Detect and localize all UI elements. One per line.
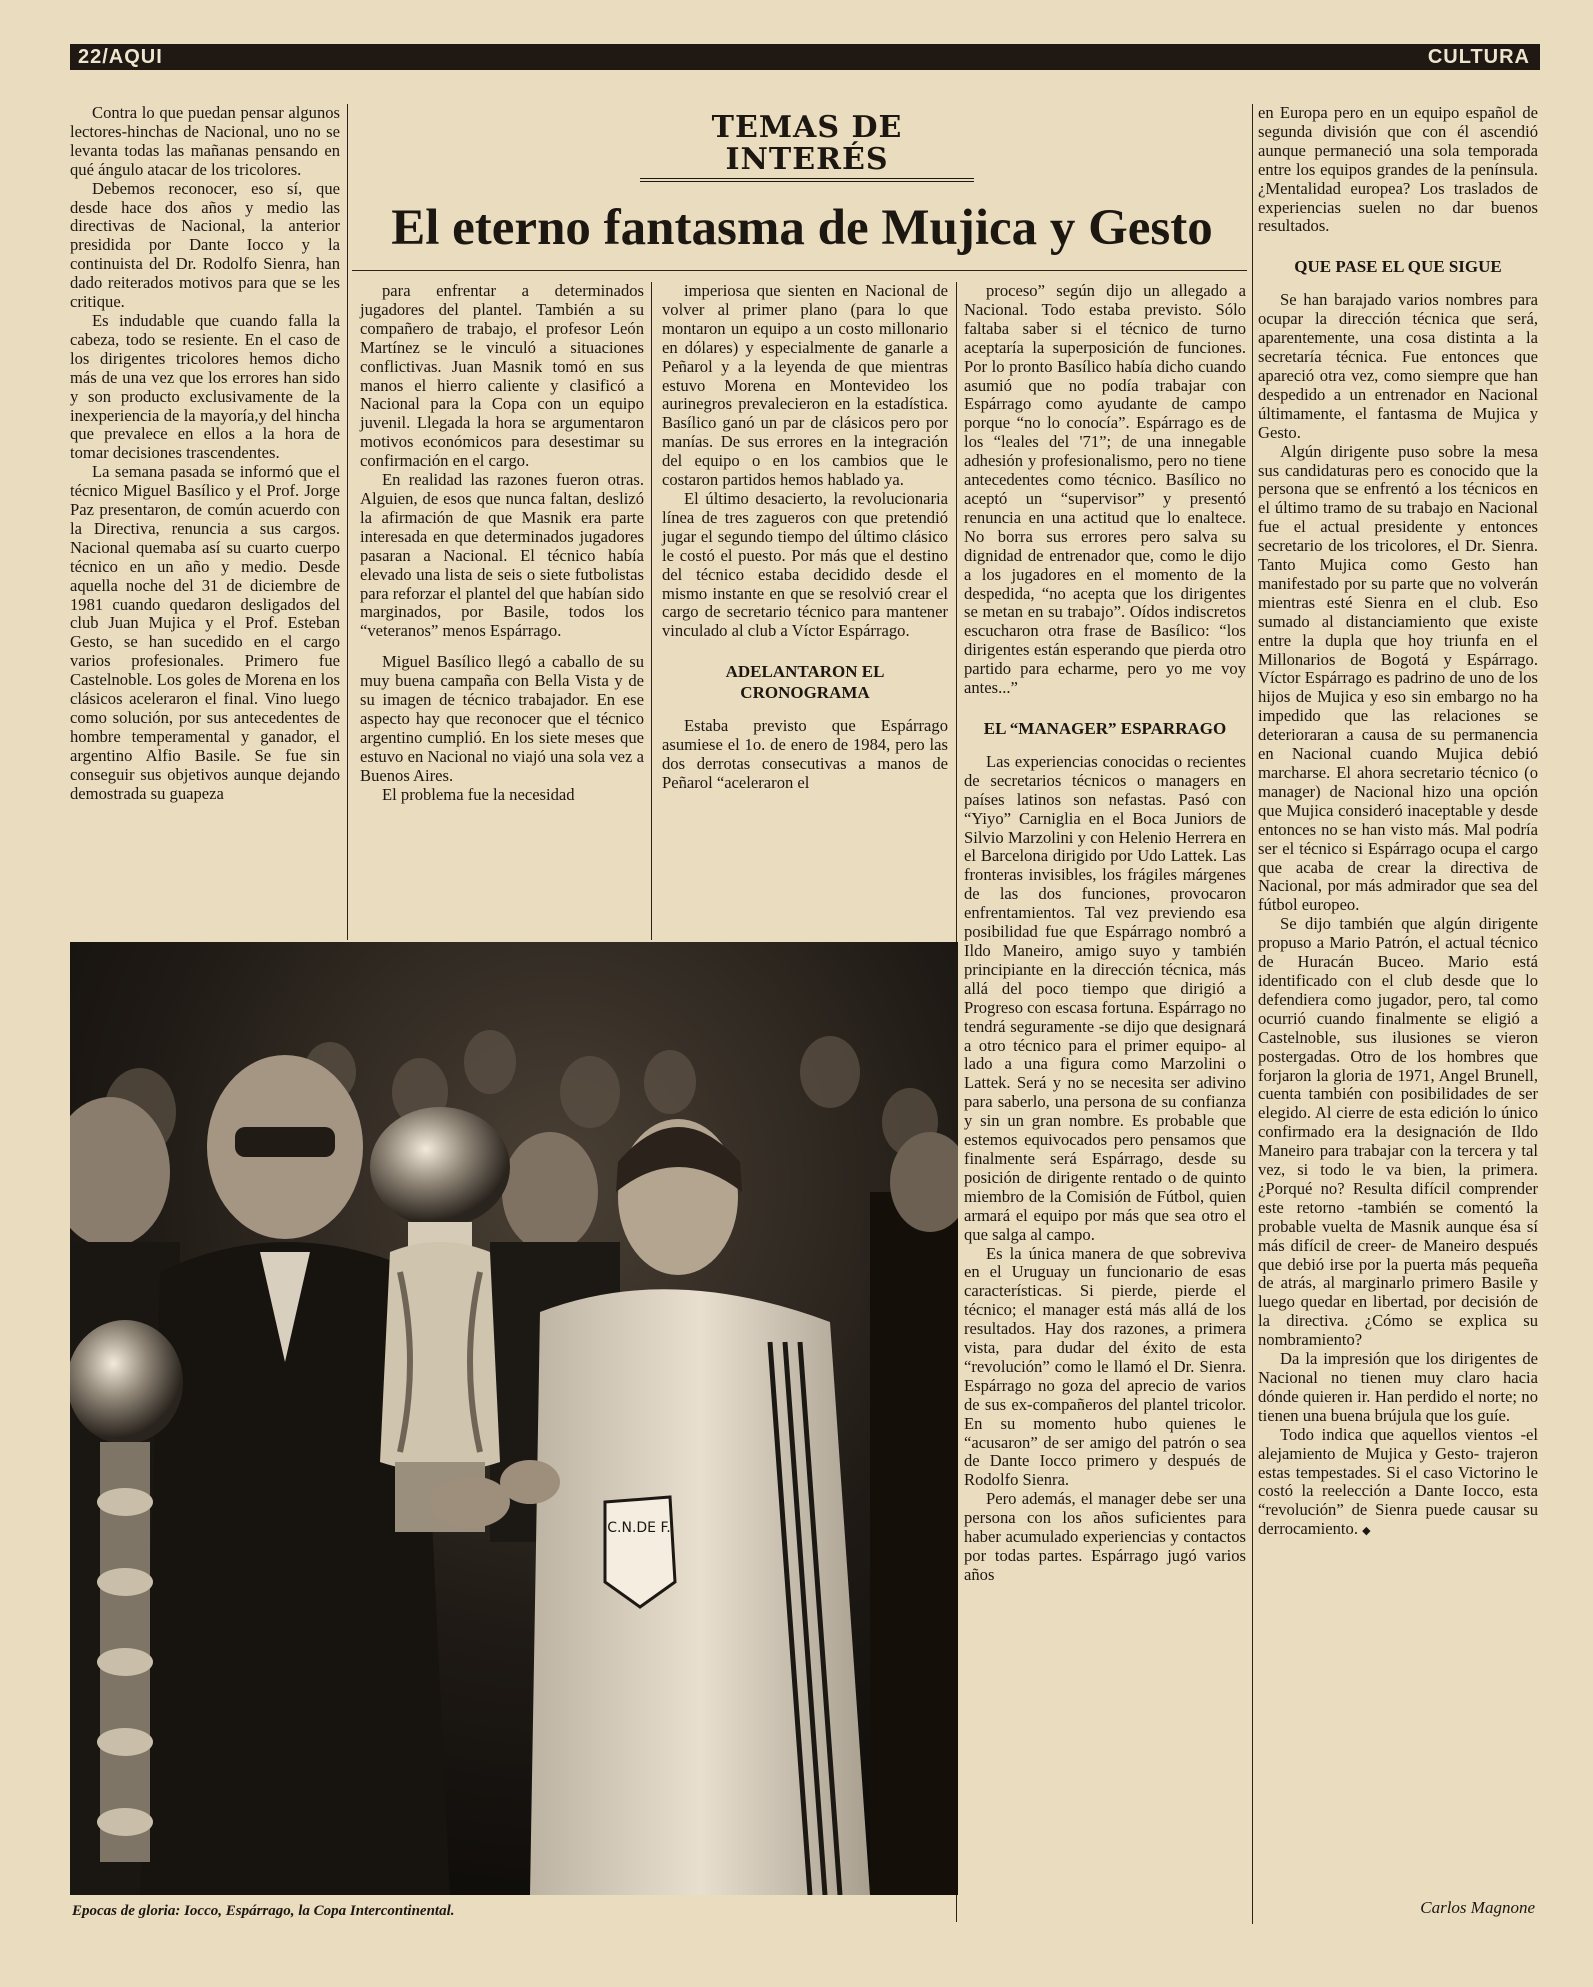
author-signature: Carlos Magnone <box>1420 1898 1535 1917</box>
paragraph: Es la única manera de que sobreviva en el Uruguay un funcionario de esas características. Si pierde, pierde el técnico; el manager está más allá de los resultados. Hay dos razones, a primera vista, para dudar del éxito de esta “revolución” como le llamó el Dr. Sienra. Espárrago no goza del aprecio de varios de sus ex-compañeros del plantel tricolor. En su momento hubo quienes le “acusaron” de ser amigo del patrón o sea de Dante Iocco primero y después de Rodolfo Sienra. <box>964 1243 1246 1490</box>
paragraph: Miguel Basílico llegó a caballo de su muy buena campaña con Bella Vista y de su imagen de técnico trabajador. En ese aspecto hay que reconocer que el técnico argentino cumplió. En los siete meses que estuvo en Nacional no viajó una sola vez a Buenos Aires. <box>360 652 644 785</box>
paragraph: imperiosa que sienten en Nacional de volver al primer plano (para lo que montaron un equipo a un costo millonario en dólares) y especialmente de ganarle a Peñarol y a la leyenda de que mientras estuvo Morena en Montevideo los aurinegros prevalecieron en la estadística. Basílico ganó un par de clásicos pero por manías. De sus errores en la integración del equipo o en los cambios que le costaron partidos hemos hablado ya. <box>662 281 948 490</box>
paragraph: Debemos reconocer, eso sí, que desde hace dos años y medio las directivas de Nacional, la anterior presidida por Dante Iocco y la continuista del Dr. Rodolfo Sienra, han dado reiterados motivos para que se les critique. <box>70 178 340 312</box>
article-column-3 <box>662 282 948 793</box>
photo-caption: Epocas de gloria: Iocco, Espárrago, la Copa Intercontinental. <box>72 1903 455 1919</box>
section-label: CULTURA <box>1427 46 1530 68</box>
column-rule <box>347 104 348 940</box>
paragraph: La semana pasada se informó que el técnico Miguel Basílico y el Prof. Jorge Paz presentaron, de común acuerdo con la Directiva, renuncia a sus cargos. Nacional quemaba así su cuarto cuerpo técnico en un año y medio. Desde aquella noche del 31 de diciembre de 1981 cuando quedaron desligados del club Juan Mujica y el Prof. Esteban Gesto, se han sucedido en el cargo varios profesionales. Primero fue Castelnoble. Los goles de Morena en los clásicos aceleraron el final. Vino luego como solución, por sus antecedentes de hombre temperamental y ganador, el argentino Alfio Basile. Se fue sin conseguir sus objetivos aunque dejando demostrada su guapeza <box>70 462 340 803</box>
subheading-que-pase: QUE PASE EL QUE SIGUE <box>1294 257 1502 277</box>
paragraph: Pero además, el manager debe ser una persona con los años suficientes para haber acumulado experiencias y contactos por todas partes. Espárrago jugó varios años <box>964 1489 1246 1584</box>
subheading-manager: EL “MANAGER” ESPARRAGO <box>983 718 1227 738</box>
paragraph: Se dijo también que algún dirigente propuso a Mario Patrón, el actual técnico de Huracán Buceo. Mario está identificado con el club desde que lo defendiera como jugador, pero, tal como ocurrió cuando finalmente se eligió a Castelnoble, sus ilusiones se vieron postergadas. Otro de los hombres que forjaron la gloria de 1971, Angel Brunell, cuenta también con posibilidades de ser elegido. Al cierre de esta edición lo único confirmado era la designación de Ildo Maneiro para trabajar con la tercera y tal vez, si todo le va bien, la primera. ¿Porqué no? Resulta difícil comprender este retorno -también se comentó la probable vuelta de Masnik aunque ésa sí más difícil de creer- de Maneiro después que debió irse por la puerta más pequeña de atrás, al marginarlo primero Basile y luego quedar en libertad, por decisión de la directiva. ¿Cómo se explica su nombramiento? <box>1258 914 1538 1350</box>
paragraph: En realidad las razones fueron otras. Alguien, de esos que nunca faltan, deslizó la afirmación de que Masnik era parte interesada en que determinados jugadores pasaran a Nacional. El técnico había elevado una lista de seis o siete futbolistas para reforzar el plantel del que habían sido marginados, por Basile, todos los “veteranos” menos Espárrago. <box>360 470 644 641</box>
paragraph: Se han barajado varios nombres para ocupar la dirección técnica que será, aparentemente, una cosa distinta a la secretaría técnica. Fue entonces que apareció otra vez, como siempre que han despedido a un entrenador en Nacional últimamente, el fantasma de Mujica y Gesto. <box>1258 290 1538 442</box>
trophy-photo <box>70 942 958 1895</box>
paragraph: Las experiencias conocidas o recientes de secretarios técnicos o managers en países latinos son nefastas. Pasó con “Yiyo” Carniglia en el Boca Juniors de Silvio Marzolini y con Helenio Herrera en el Barcelona dirigido por Udo Lattek. Las fronteras invisibles, los frágiles márgenes de las dos funciones, provocaron enfrentamientos. Tal vez previendo esa posibilidad fue que Espárrago nombró a Ildo Maneiro, amigo suyo y también principiante en la dirección técnica, más allá del poco tiempo que dirigió a Progreso con escasa fortuna. Espárrago no tendrá seguramente -se dijo que designará a otro técnico para el primer equipo- al lado a una figura como Marzolini o Lattek. Será y no se necesita ser adivino para saberlo, una persona de su confianza y sin un gran nombre. Es probable que estemos equivocados pero pensamos que finalmente será Espárrago, desde su posición de dirigente rentado o de quinto miembro de la Comisión de Fútbol, quien armará el equipo por más que sea otro el que salga al campo. <box>964 751 1246 1244</box>
column-rule <box>651 282 652 940</box>
article-headline: El eterno fantasma de Mujica y Gesto <box>391 200 1213 256</box>
section-kicker: TEMAS DE INTERÉS <box>640 112 974 182</box>
paragraph: Estaba previsto que Espárrago asumiese el 1o. de enero de 1984, pero las dos derrotas consecutivas a manos de Peñarol “aceleraron el <box>662 716 948 792</box>
paragraph: Es indudable que cuando falla la cabeza, todo se resiente. En el caso de los dirigentes tricolores hemos dicho más de una vez que los errores han sido y son producto exclusivamente de la inexperiencia de la mayoría,y del hincha que prevalece en ellos a la hora de tomar decisiones trascendentes. <box>70 310 340 463</box>
paragraph: El último desacierto, la revolucionaria línea de tres zagueros con que pretendió jugar el segundo tiempo del último clásico le costó el puesto. Por más que el destino del técnico estaba decidido desde el mismo instante en que se resolvió crear el cargo de secretario técnico para mantener vinculado al club a Víctor Espárrago. <box>662 488 948 641</box>
paragraph: Algún dirigente puso sobre la mesa sus candidaturas pero es conocido que la persona que se enfrentó a los técnicos en el último tramo de su trabajo en Nacional fue el actual presidente y entonces secretario de los tricolores, el Dr. Sienra. Tanto Mujica como Gesto han manifestado por su parte que no volverán mientras esté Sienra en el club. Eso sumado al distanciamiento que existe entre la dupla que hoy triunfa en el Millonarios de Bogotá y Espárrago. Víctor Espárrago es padrino de uno de los hijos de Mujica y eso sin embargo no ha impedido que las relaciones se deterioraran a causa de su permanencia en Nacional cuando Mujica debió marcharse. El ahora secretario técnico (o manager) de Nacional hizo una opción que Mujica consideró inaceptable y desde entonces no se han visto más. Mal podría ser el técnico si Espárrago ocupa el cargo que acaba de crear la directiva de Nacional, por más admirador que sea del fútbol europeo. <box>1258 441 1538 915</box>
section-kicker-box <box>640 110 974 177</box>
headline-rule <box>352 270 1247 271</box>
paragraph-text: Todo indica que aquellos vientos -el alejamiento de Mujica y Gesto- trajeron estas tempestades. Si el caso Victorino le costó la reelección a Dante Iocco, esta “revolución” de Sienra puede causar su derrocamiento. <box>1258 1424 1538 1539</box>
paragraph: Da la impresión que los dirigentes de Nacional no tienen muy claro hacia dónde quieren ir. Han perdido el norte; no tienen una buena brújula que los guíe. <box>1258 1349 1538 1425</box>
article-column-5 <box>1258 104 1538 1541</box>
subheading-adelantaron: ADELANTARON EL CRONOGRAMA <box>725 662 885 703</box>
paragraph <box>1258 1426 1538 1541</box>
article-column-2 <box>360 282 644 804</box>
paragraph: Contra lo que puedan pensar algunos lectores-hinchas de Nacional, uno no se levanta todas las mañanas pensando en qué ángulo atacar de los tricolores. <box>70 103 340 179</box>
paragraph: El problema fue la necesidad <box>382 784 575 804</box>
paragraph: en Europa pero en un equipo español de segunda división que con él ascendió aunque permaneció una sola temporada entre los equipos grandes de la península. ¿Mentalidad europea? Los traslados de experiencias suelen no dar buenos resultados. <box>1258 103 1538 236</box>
end-of-article-mark: ◆ <box>1362 1525 1371 1538</box>
shirt-badge-text: C.N.DE F. <box>607 1520 671 1536</box>
column-rule <box>1252 104 1253 1924</box>
article-column-1 <box>70 104 340 804</box>
article-column-4 <box>964 282 1246 1585</box>
paragraph: proceso” según dijo un allegado a Nacional. Todo estaba previsto. Sólo faltaba saber si el técnico de turno aceptaría la superposición de funciones. Por lo pronto Basílico había dicho cuando asumió que no podía trabajar con Espárrago como ayudante de campo porque “no lo conocía”. Espárrago es de los “leales del '71”; de una innegable adhesión y profesionalismo, pero no tiene antecedentes como técnico. Basílico no aceptó un “supervisor” y presentó renuncia en una actitud que lo enaltece. No borra sus errores pero salva su dignidad de entrenador que, como le dijo a los jugadores en el momento de la despedida, “no acepta que los dirigentes se metan en su trabajo”. Oídos indiscretos escucharon otra frase de Basílico: “los dirigentes están esperando que pierda otro partido para echarme, pero yo me voy antes...” <box>964 281 1246 698</box>
page-header-bar <box>70 44 1540 70</box>
page-number-label: 22/AQUI <box>78 46 163 68</box>
paragraph: para enfrentar a determinados jugadores del plantel. También a su compañero de trabajo, el profesor León Martínez se le vinculó a situaciones conflictivas. Juan Masnik tomó en sus manos el hierro caliente y clasificó a Nacional para la Copa con un equipo juvenil. Llegada la hora se argumentaron motivos económicos para desestimar su confirmación en el cargo. <box>360 281 644 471</box>
